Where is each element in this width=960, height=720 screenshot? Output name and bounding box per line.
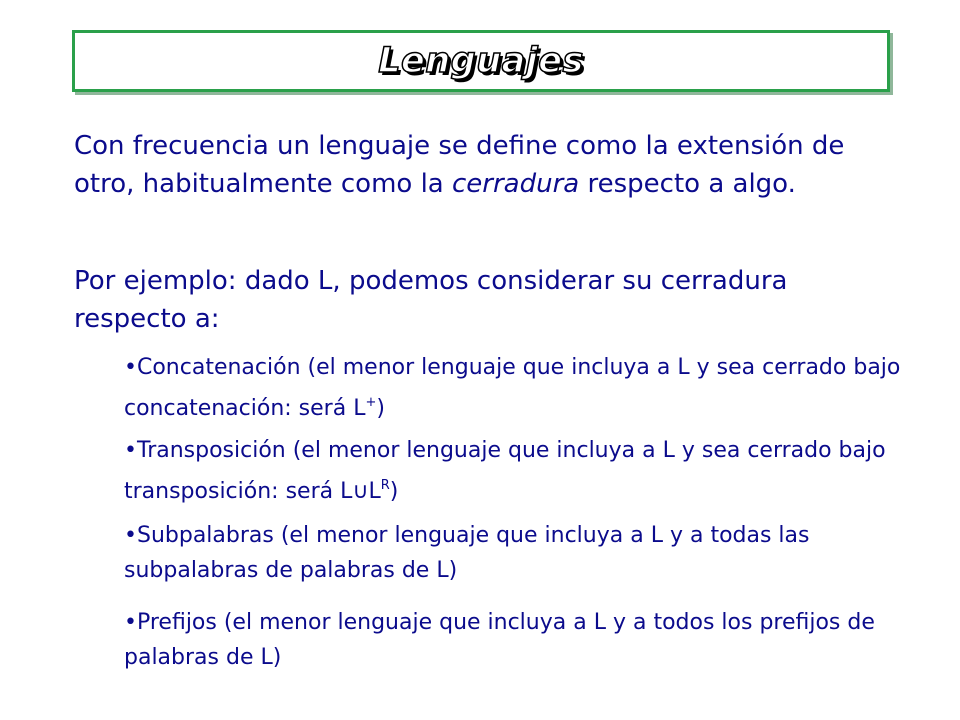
prefijos-text: Prefijos (el menor lenguaje que incluya a L y a todos los prefijos de palabras de L) — [124, 610, 875, 670]
example-paragraph: Por ejemplo: dado L, podemos considerar su cerradura respecto a: — [74, 266, 788, 334]
union-symbol: ∪ — [352, 479, 369, 504]
intro-emphasis: cerradura — [452, 169, 580, 199]
intro-paragraph — [74, 127, 904, 203]
bullet-icon: • — [124, 610, 137, 635]
bullet-icon: • — [124, 523, 137, 548]
transposicion-sup: R — [380, 478, 390, 493]
transposicion-base: L — [368, 479, 381, 504]
intro-text-end: respecto a algo. — [579, 169, 796, 199]
concatenacion-end: ) — [376, 396, 385, 421]
transposicion-text: Transposición (el menor lenguaje que incluya a L y sea cerrado bajo transposición: será L — [124, 438, 886, 504]
list-item-transposicion — [124, 433, 904, 509]
subpalabras-text: Subpalabras (el menor lenguaje que incluya a L y a todas las subpalabras de palabras de L) — [124, 523, 810, 583]
list-item-prefijos — [124, 605, 904, 675]
list-item-subpalabras — [124, 518, 904, 588]
bullet-icon: • — [124, 355, 137, 380]
concatenacion-text: Concatenación (el menor lenguaje que incluya a L y sea cerrado bajo concatenación: será L — [124, 355, 901, 421]
slide-title: Lenguajes — [378, 41, 584, 81]
title-frame — [72, 30, 890, 92]
bullet-icon: • — [124, 438, 137, 463]
list-item-concatenacion — [124, 350, 904, 426]
concatenacion-sup: + — [365, 395, 377, 410]
transposicion-end: ) — [389, 479, 399, 504]
intro-text: Con frecuencia un lenguaje se define como la extensión de otro, habitualmente como la — [74, 131, 845, 199]
